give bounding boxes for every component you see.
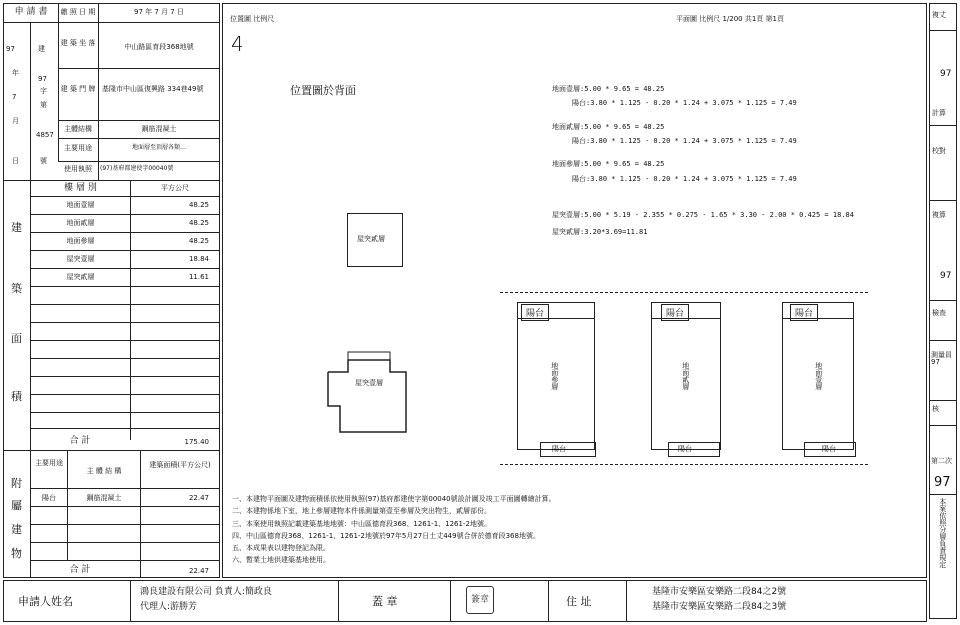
calc-line-4: 陽台:3.80 * 1.125 - 0.20 * 1.24 + 3.075 * 1.125 = 7.49 [572, 137, 797, 145]
company-name: 鴻良建設有限公司 負責人:簡政良 [140, 587, 272, 597]
annex-side-char-2: 屬 [11, 499, 22, 512]
calc-line-1: 地面壹層:5.00 * 9.65 = 48.25 [552, 85, 665, 93]
floor-name-5: 屋突貳層 [66, 273, 95, 281]
floor-plan-3-balcony: 陽台 [521, 304, 549, 321]
roof1-plan [318, 340, 418, 440]
address-value-row: 基隆市中山區復興路 334巷49號 [102, 85, 204, 93]
license-char-6: 月 [12, 117, 19, 125]
license-char-4: 7 [12, 93, 17, 101]
license-char-3: 字 [40, 87, 47, 95]
calc-line-5: 地面參層:5.00 * 9.65 = 48.25 [552, 160, 665, 168]
annex-side-char-3: 建 [11, 523, 22, 536]
note-5: 五、本成果表以建物登記為限。 [232, 544, 330, 552]
annex-side-char-4: 物 [11, 547, 22, 560]
strip-cell-9: 核 [932, 405, 939, 413]
calc-line-7: 屋突壹層:5.00 * 5.19 - 2.355 * 0.275 - 1.65 * 3.30 - 2.00 * 0.425 = 18.84 [552, 211, 854, 219]
seal-stamp: 簽章 [466, 586, 494, 614]
agent-name: 代理人:游勝芳 [140, 602, 198, 612]
applicant-label: 申請人姓名 [18, 595, 73, 608]
area-side-char-1: 建 [11, 221, 22, 234]
license-label: 使用執照 [64, 165, 92, 173]
floor-plan-3-bottom-balcony: 陽台 [552, 445, 566, 453]
structure-value: 鋼筋混凝土 [141, 125, 177, 133]
calc-line-2: 陽台:3.80 * 1.125 - 0.20 * 1.24 + 3.075 * 1.125 = 7.49 [572, 99, 797, 107]
license-number-prefix: 97 [38, 75, 47, 83]
calc-line-6: 陽台:3.80 * 1.125 - 0.20 * 1.24 + 3.075 * 1.125 = 7.49 [572, 175, 797, 183]
strip-cell-2: 97 [940, 69, 952, 79]
strip-cell-7: 檢查 [932, 309, 946, 317]
license-year: 97 [6, 45, 15, 53]
strip-cell-8: 測量員97 [931, 351, 952, 366]
strip-cell-11: 97 [934, 475, 951, 490]
floor-plan-2-name: 地面貳層 [681, 362, 690, 390]
usage-label: 主要用途 [64, 144, 92, 152]
note-1: 一、本建物平面圖及建物面積係依使用執照(97)基府都建使字第00040號設計圖及竣工平面圖轉繪計算。 [232, 495, 556, 503]
area-side-char-3: 面 [11, 332, 22, 345]
floor-plan-1-bottom-balcony: 陽台 [822, 445, 836, 453]
annex-structure-header: 主 體 結 構 [86, 467, 122, 475]
license-value: (97)基府都建使字00040號 [100, 165, 174, 172]
address-label: 住 址 [566, 595, 592, 608]
address-label-row: 建 築 門 牌 [60, 85, 96, 93]
note-4: 四、中山區德育段368、1261-1、1261-2地號於97年5月27日土丈449號合併於德育段368地號。 [232, 532, 540, 540]
floor-area-2: 48.25 [188, 219, 209, 227]
floor-name-3: 地面參層 [66, 237, 95, 245]
annex-use-value: 陽台 [42, 494, 56, 502]
date-label: 繳 照 日 期 [60, 8, 96, 16]
area-unit-header: 平方公尺 [161, 184, 189, 192]
location-label: 建 築 坐 落 [60, 39, 96, 47]
strip-cell-6: 97 [940, 271, 952, 281]
note-2: 二、本建物係地下室，地上參層建物本件係測量第壹至參層及突出物生，貳層部份。 [232, 507, 491, 515]
floor-name-1: 地面壹層 [66, 201, 95, 209]
strip-cell-5: 複算 [932, 211, 946, 219]
floor-header: 樓 層 別 [64, 183, 97, 193]
application-title: 申 請 書 [14, 7, 48, 17]
annex-structure-value: 鋼筋混凝土 [86, 494, 122, 502]
roof1-label: 屋突壹層 [355, 379, 383, 387]
floor-plan-1-name: 地面壹層 [814, 362, 823, 390]
drawing-title: 位置圖 比例尺 [230, 15, 275, 23]
location-note: 位置圖於背面 [290, 84, 356, 97]
license-char-9: 號 [40, 157, 47, 165]
address-line-2: 基隆市安樂區安樂路二段84之3號 [652, 602, 787, 612]
note-3: 三、本案使用執照記載建築基地地號：中山區德育段368、1261-1、1261-2地號。 [232, 520, 491, 528]
annex-side-char-1: 附 [11, 477, 22, 490]
dimension-line-top [500, 292, 868, 293]
floor-name-2: 地面貳層 [66, 219, 95, 227]
area-side-char-4: 積 [11, 390, 22, 403]
annex-area-header: 建築面積(平方公尺) [149, 461, 211, 469]
strip-cell-1: 複丈 [932, 11, 946, 19]
floor-area-1: 48.25 [188, 201, 209, 209]
structure-label: 主體結構 [64, 125, 92, 133]
annex-use-header: 主要用途 [35, 459, 63, 467]
strip-cell-4: 校對 [932, 147, 946, 155]
floor-plan-1-balcony: 陽台 [790, 304, 818, 321]
license-char-1: 建 [38, 45, 45, 53]
area-side-char-2: 築 [11, 282, 22, 295]
seal-label: 蓋 章 [372, 595, 398, 608]
area-total-value: 175.40 [184, 438, 209, 446]
calc-line-3: 地面貳層:5.00 * 9.65 = 48.25 [552, 123, 665, 131]
floor-area-5: 11.61 [188, 273, 209, 281]
strip-cell-3: 計算 [932, 109, 946, 117]
location-value: 中山路區育段368地號 [124, 43, 194, 51]
address-line-1: 基隆市安樂區安樂路二段84之2號 [652, 587, 787, 597]
page-header: 平面圖 比例尺 1/200 共1頁 第1頁 [676, 15, 784, 23]
date-value: 97 年 7 月 7 日 [134, 8, 184, 16]
floor-plan-2-balcony: 陽台 [661, 304, 689, 321]
license-char-8: 日 [12, 157, 19, 165]
note-6: 六、暫業土地供建築基地使用。 [232, 556, 330, 564]
annex-area-value: 22.47 [188, 494, 209, 502]
floor-plan-3-name: 地面參層 [550, 362, 559, 390]
usage-value: 地面層至頂層各類… [131, 144, 186, 151]
north-arrow-icon: 4 [231, 32, 244, 56]
floor-plan-2-bottom-balcony: 陽台 [678, 445, 692, 453]
dimension-line-bottom [500, 464, 868, 465]
license-char-2: 年 [12, 69, 19, 77]
floor-area-4: 18.84 [188, 255, 209, 263]
strip-cell-12: 本案依照分層負責規定 [938, 498, 947, 568]
roof2-label: 屋突貳層 [357, 235, 385, 243]
strip-cell-10: 第二次 [931, 457, 952, 465]
license-number: 4857 [36, 131, 54, 139]
area-total-label: 合 計 [69, 436, 91, 446]
floor-name-4: 屋突壹層 [66, 255, 95, 263]
annex-total-label: 合 計 [69, 565, 91, 575]
floor-area-3: 48.25 [188, 237, 209, 245]
annex-total-value: 22.47 [188, 567, 209, 575]
license-char-5: 第 [40, 101, 47, 109]
calc-line-8: 屋突貳層:3.20*3.69=11.81 [552, 228, 648, 236]
